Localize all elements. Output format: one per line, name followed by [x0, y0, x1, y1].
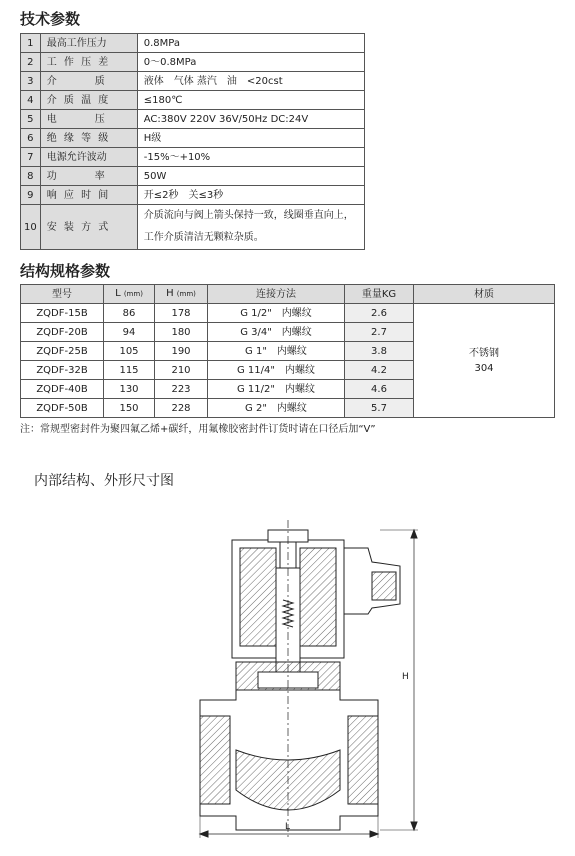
- row-no: 1: [21, 34, 41, 53]
- cell-model: ZQDF-40B: [21, 380, 104, 399]
- drawing-title: 内部结构、外形尺寸图: [34, 473, 174, 489]
- cell-l: 150: [104, 399, 155, 418]
- tech-title: 技术参数: [20, 10, 81, 28]
- header-h-label: H: [166, 288, 174, 299]
- row-no: 9: [21, 186, 41, 205]
- cell-model: ZQDF-25B: [21, 342, 104, 361]
- cell-conn: G 3/4" 内螺纹: [208, 323, 345, 342]
- coil-right: [300, 548, 336, 646]
- cell-model: ZQDF-32B: [21, 361, 104, 380]
- dim-l-label: L: [285, 822, 291, 832]
- header-material: 材质: [414, 285, 555, 304]
- cell-l: 94: [104, 323, 155, 342]
- row-key: 绝 缘 等 级: [40, 129, 137, 148]
- cell-conn: G 1" 内螺纹: [208, 342, 345, 361]
- cell-conn: G 11/4" 内螺纹: [208, 361, 345, 380]
- footnote: 注：常规型密封件为聚四氟乙烯+碳纤，用氟橡胶密封件订货时请在口径后加“V”: [20, 424, 376, 435]
- cell-h: 210: [155, 361, 208, 380]
- cell-weight: 5.7: [345, 399, 414, 418]
- cell-conn: G 11/2" 内螺纹: [208, 380, 345, 399]
- row-key: 安 装 方 式: [40, 205, 137, 250]
- cell-weight: 2.6: [345, 304, 414, 323]
- cell-h: 223: [155, 380, 208, 399]
- row-val: H级: [137, 129, 364, 148]
- cell-h: 178: [155, 304, 208, 323]
- cell-weight: 2.7: [345, 323, 414, 342]
- row-no: 7: [21, 148, 41, 167]
- row-key: 功 率: [40, 167, 137, 186]
- row-val: 0.8MPa: [137, 34, 364, 53]
- row-key: 电源允许波动: [40, 148, 137, 167]
- cell-l: 86: [104, 304, 155, 323]
- cell-l: 130: [104, 380, 155, 399]
- row-val: ≤180℃: [137, 91, 364, 110]
- cell-weight: 3.8: [345, 342, 414, 361]
- cell-conn: G 1/2" 内螺纹: [208, 304, 345, 323]
- material-name: 不锈钢: [469, 347, 499, 359]
- port-left: [200, 716, 230, 804]
- header-conn: 连接方法: [208, 285, 345, 304]
- row-key: 介 质: [40, 72, 137, 91]
- header-h-unit: (mm): [176, 290, 196, 298]
- row-val: 0～0.8MPa: [137, 53, 364, 72]
- row-key: 工 作 压 差: [40, 53, 137, 72]
- cell-l: 105: [104, 342, 155, 361]
- port-right: [348, 716, 378, 804]
- row-key: 响 应 时 间: [40, 186, 137, 205]
- row-val: 50W: [137, 167, 364, 186]
- cell-weight: 4.6: [345, 380, 414, 399]
- row-val: 开≤2秒 关≤3秒: [137, 186, 364, 205]
- cell-h: 228: [155, 399, 208, 418]
- cell-weight: 4.2: [345, 361, 414, 380]
- header-l-unit: (mm): [123, 290, 143, 298]
- cell-model: ZQDF-15B: [21, 304, 104, 323]
- header-l-label: L: [115, 288, 121, 299]
- cell-h: 190: [155, 342, 208, 361]
- cell-model: ZQDF-50B: [21, 399, 104, 418]
- material-code: 304: [474, 362, 494, 374]
- header-weight: 重量KG: [345, 285, 414, 304]
- row-no: 2: [21, 53, 41, 72]
- row-val: AC:380V 220V 36V/50Hz DC:24V: [137, 110, 364, 129]
- cell-model: ZQDF-20B: [21, 323, 104, 342]
- row-val: 介质流向与阀上箭头保持一致，线圈垂直向上，工作介质清洁无颗粒杂质。: [137, 205, 364, 250]
- row-no: 5: [21, 110, 41, 129]
- row-no: 6: [21, 129, 41, 148]
- dim-h-label: H: [402, 672, 409, 682]
- row-no: 3: [21, 72, 41, 91]
- row-key: 介 质 温 度: [40, 91, 137, 110]
- row-no: 8: [21, 167, 41, 186]
- header-model: 型号: [21, 285, 104, 304]
- row-val: -15%～+10%: [137, 148, 364, 167]
- cell-l: 115: [104, 361, 155, 380]
- coil-left: [240, 548, 276, 646]
- row-val: 液体 气体 蒸汽 油 <20cst: [137, 72, 364, 91]
- row-key: 电 压: [40, 110, 137, 129]
- spec-title: 结构规格参数: [20, 262, 111, 280]
- row-key: 最高工作压力: [40, 34, 137, 53]
- row-no: 10: [21, 205, 41, 250]
- cell-conn: G 2" 内螺纹: [208, 399, 345, 418]
- row-no: 4: [21, 91, 41, 110]
- cell-h: 180: [155, 323, 208, 342]
